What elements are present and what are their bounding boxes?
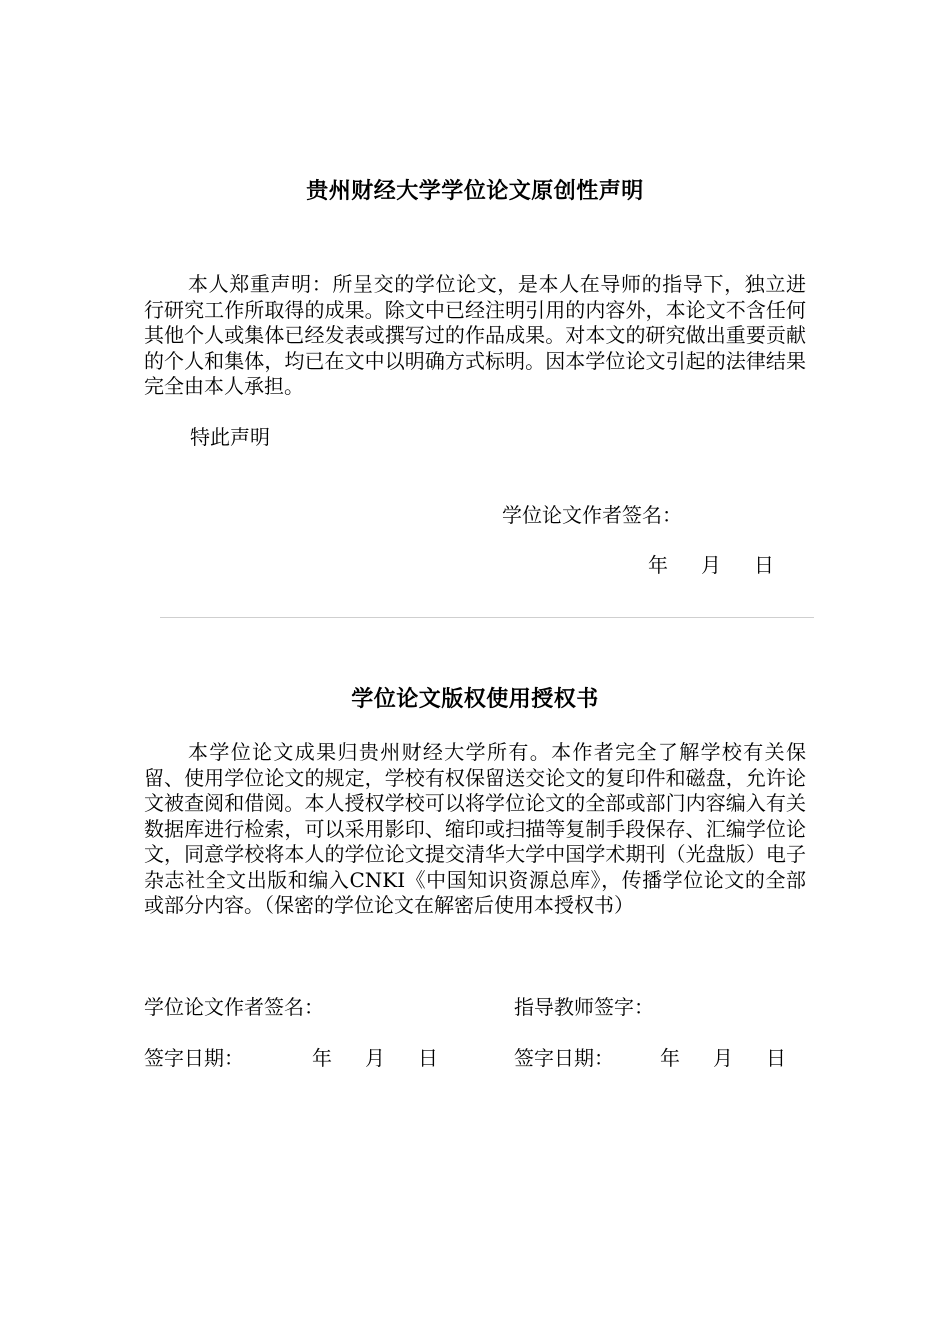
authorization-title: 学位论文版权使用授权书: [351, 687, 599, 712]
date-year: 年: [312, 1046, 332, 1070]
declaration-body: 本人郑重声明：所呈交的学位论文，是本人在导师的指导下，独立进行研究工作所取得的成果。除文中已经注明引用的内容外，本论文不含任何其他个人或集体已经发表或撰写过的作品成果。对本文的研究做出重要贡献的个人和集体，均已在文中以明确方式标明。因本学位论文引起的法律结果完全由本人承担。: [144, 272, 806, 398]
declaration-title: 贵州财经大学学位论文原创性声明: [306, 179, 644, 204]
section-divider: [160, 617, 814, 618]
declaration-signature-label: 学位论文作者签名：: [502, 503, 682, 527]
advisor-signature-label: 指导教师签字：: [514, 995, 654, 1019]
advisor-sign-date: [660, 1046, 786, 1071]
date-month: 月: [365, 1046, 385, 1070]
declaration-date: [648, 553, 774, 578]
date-day: 日: [754, 553, 774, 577]
authorization-body: 本学位论文成果归贵州财经大学所有。本作者完全了解学校有关保留、使用学位论文的规定，学校有权保留送交论文的复印件和磁盘，允许论文被查阅和借阅。本人授权学校可以将学位论文的全部或部门内容编入有关数据库进行检索，可以采用影印、缩印或扫描等复制手段保存、汇编学位论文，同意学校将本人的学位论文提交清华大学中国学术期刊（光盘版）电子杂志社全文出版和编入CNKI《中国知识资源总库》，传播学位论文的全部或部分内容。（保密的学位论文在解密后使用本授权书）: [144, 740, 806, 917]
date-year: 年: [648, 553, 668, 577]
author-sign-date: [312, 1046, 438, 1071]
author-signature-label: 学位论文作者签名：: [144, 995, 324, 1019]
author-sign-date-label: 签字日期：: [144, 1046, 244, 1070]
date-year: 年: [660, 1046, 680, 1070]
date-day: 日: [418, 1046, 438, 1070]
date-month: 月: [701, 553, 721, 577]
advisor-sign-date-label: 签字日期：: [514, 1046, 614, 1070]
date-month: 月: [713, 1046, 733, 1070]
special-note: 特此声明: [190, 425, 270, 449]
date-day: 日: [766, 1046, 786, 1070]
